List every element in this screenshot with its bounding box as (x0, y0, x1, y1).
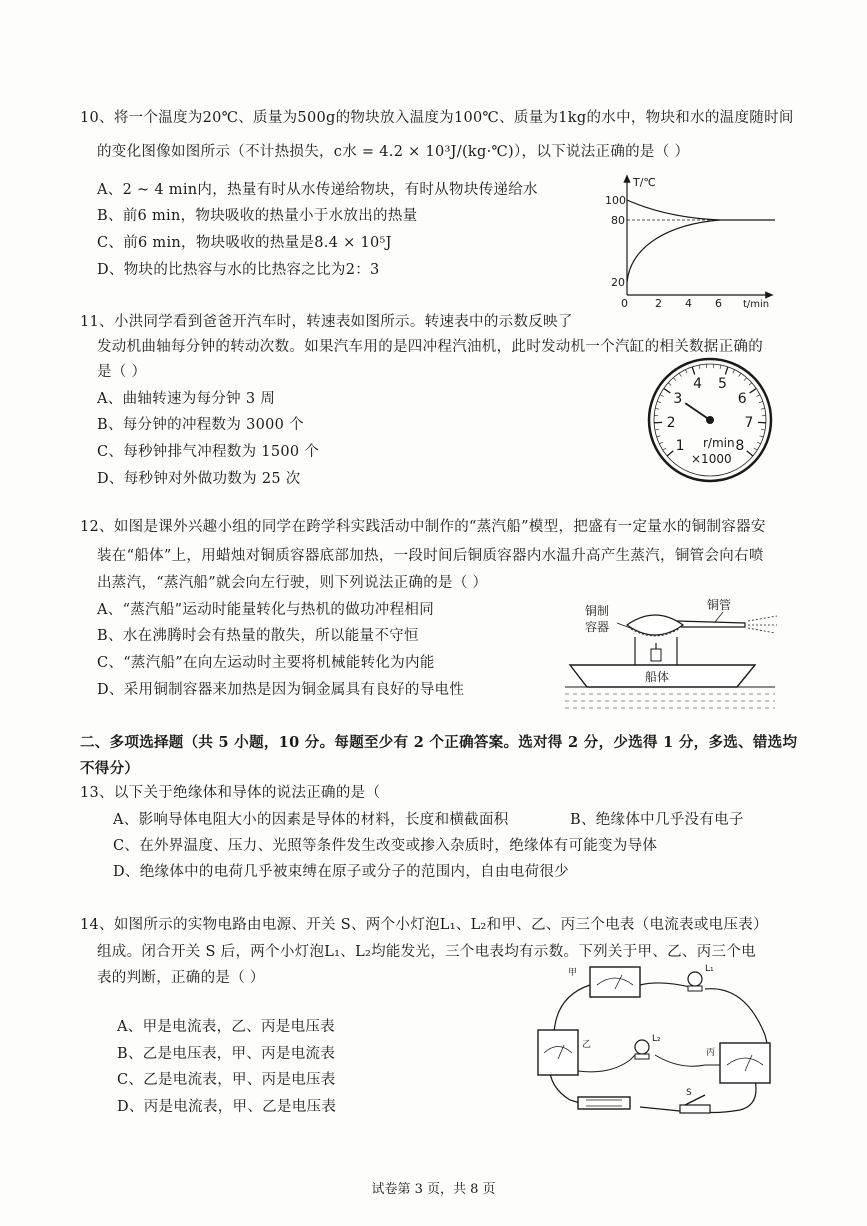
q13-option-a: A、影响导体电阻大小的因素是导体的材料，长度和横截面积 (113, 812, 509, 828)
meter-yi (538, 1030, 591, 1075)
q14-stem-line1: 14、如图所示的实物电路由电源、开关 S、两个小灯泡L₁、L₂和甲、乙、丙三个电表（电流表或电压表） (80, 917, 768, 933)
q13-option-c: C、在外界温度、压力、光照等条件发生改变或掺入杂质时，绝缘体有可能变为导体 (113, 838, 658, 854)
gauge-unit-rpm: r/min (703, 436, 735, 450)
switch-s-label: S (686, 1088, 692, 1098)
meter-jia-label: 甲 (568, 968, 578, 978)
q11-stem-line2: 发动机曲轴每分钟的转动次数。如果汽车用的是四冲程汽油机，此时发动机一个汽缸的相关数据正确的 (97, 339, 763, 355)
gauge-minor-tick (660, 395, 664, 397)
y-tick-20: 20 (611, 276, 625, 289)
q14-option-b: B、乙是电压表，甲、丙是电流表 (117, 1046, 336, 1062)
gauge-minor-tick (720, 365, 721, 369)
page-footer: 试卷第 3 页，共 8 页 (371, 1182, 496, 1197)
gauge-minor-tick (739, 373, 741, 376)
q11-stem-line1: 11、小洪同学看到爸爸开汽车时，转速表如图所示。转速表中的示数反映了 (80, 314, 573, 330)
q11-option-d: D、每秒钟对外做功数为 25 次 (97, 471, 301, 487)
candle (651, 649, 661, 661)
y-axis-label: T/℃ (633, 176, 656, 189)
battery (578, 1097, 630, 1109)
q12-stem-line3: 出蒸汽，“蒸汽船”就会向左行驶，则下列说法正确的是（ ） (97, 575, 488, 591)
gauge-minor-tick (759, 401, 763, 402)
gauge-minor-tick (673, 378, 676, 381)
lamp-l2-label: L₂ (652, 1034, 661, 1044)
copper-pipe (677, 621, 745, 627)
q10-stem-line1: 10、将一个温度为20℃、质量为500g的物块放入温度为100℃、质量为1kg的水中，物块和水的温度随时间 (80, 110, 794, 126)
q14-option-c: C、乙是电流表，甲、丙是电压表 (117, 1072, 336, 1088)
x-tick-4: 4 (685, 297, 692, 310)
q12-option-b: B、水在沸腾时会有热量的散失，所以能量不守恒 (97, 628, 419, 644)
q14-stem-line2: 组成。闭合开关 S 后，两个小灯泡L₁、L₂均能发光，三个电表均有示数。下列关于甲、乙、丙三个电 (97, 944, 756, 960)
gauge-minor-tick (699, 365, 700, 369)
hull-label: 船体 (645, 670, 670, 684)
block-temperature-curve (627, 220, 720, 282)
tachometer-gauge (645, 355, 775, 485)
q12-stem-line1: 12、如图是课外兴趣小组的同学在跨学科实践活动中制作的“蒸汽船”模型，把盛有一定量水的铜制容器安 (80, 519, 766, 535)
gauge-needle (685, 403, 710, 420)
q11-option-a: A、曲轴转速为每分钟 3 周 (97, 391, 276, 407)
q13-stem: 13、以下关于绝缘体和导体的说法正确的是（ (80, 785, 381, 801)
gauge-unit-multiplier: ×1000 (691, 452, 732, 466)
y-tick-80: 80 (611, 214, 625, 227)
gauge-major-tick (747, 451, 753, 456)
q12-stem-line2: 装在“船体”上，用蜡烛对铜质容器底部加热，一段时间后铜质容器内水温升高产生蒸汽，铜管会向右喷 (97, 548, 764, 564)
copper-container (627, 615, 683, 635)
q14-stem-line3: 表的判断，正确的是（ ） (97, 970, 265, 986)
gauge-minor-tick (668, 383, 671, 386)
gauge-minor-tick (657, 436, 661, 437)
q11-stem-line3: 是（ ） (97, 364, 147, 380)
q10-stem-line2: 的变化图像如图所示（不计热损失，c水 = 4.2 × 10³J/(kg·℃)），以下说法正确的是（ ） (97, 144, 690, 160)
temperature-time-graph (595, 170, 785, 310)
lamp-l1 (688, 964, 714, 991)
gauge-number-3: 3 (673, 391, 683, 408)
gauge-minor-tick (657, 401, 661, 402)
q12-option-a: A、“蒸汽船”运动时能量转化与热机的做功冲程相同 (97, 602, 434, 618)
gauge-hub (706, 416, 714, 424)
q12-option-c: C、“蒸汽船”在向左运动时主要将机械能转化为内能 (97, 655, 435, 671)
meter-bing-label: 丙 (706, 1048, 716, 1058)
y-tick-100: 100 (605, 194, 626, 207)
gauge-major-tick (750, 388, 757, 393)
gauge-minor-tick (757, 442, 761, 444)
circuit-diagram (530, 955, 800, 1125)
container-label-line1: 铜制 (585, 604, 610, 618)
q13-option-b: B、绝缘体中几乎没有电子 (570, 812, 744, 828)
gauge-minor-tick (655, 408, 659, 409)
q14-option-d: D、丙是电流表，甲、乙是电压表 (117, 1099, 337, 1115)
gauge-number-7: 7 (744, 414, 754, 431)
q10-option-a: A、2 ~ 4 min内，热量有时从水传递给物块，有时从物块传递给水 (97, 182, 538, 198)
meter-jia (568, 967, 640, 997)
gauge-minor-tick (663, 448, 666, 450)
gauge-major-tick (664, 388, 671, 393)
x-tick-6: 6 (715, 297, 722, 310)
gauge-minor-tick (685, 370, 687, 374)
pipe-label: 铜管 (707, 598, 732, 612)
gauge-number-4: 4 (693, 376, 703, 393)
meter-yi-label: 乙 (582, 1040, 592, 1050)
water-hatching (565, 694, 775, 708)
x-tick-0: 0 (621, 297, 628, 310)
x-tick-2: 2 (655, 297, 662, 310)
gauge-number-8: 8 (735, 438, 745, 455)
meter-bing (706, 1043, 770, 1083)
section-2-heading-line2: 不得分） (80, 760, 140, 777)
lamp-l2 (635, 1034, 661, 1059)
container-label-line2: 容器 (585, 620, 610, 634)
q12-option-d: D、采用铜制容器来加热是因为铜金属具有良好的导电性 (97, 682, 465, 698)
lamp-l1-label: L₁ (705, 964, 714, 974)
water-temperature-curve (627, 200, 775, 220)
q13-option-d: D、绝缘体中的电荷几乎被束缚在原子或分子的范围内，自由电荷很少 (113, 864, 569, 880)
q14-option-a: A、甲是电流表，乙、丙是电压表 (117, 1019, 335, 1035)
gauge-minor-tick (749, 383, 752, 386)
steam-jet (748, 616, 777, 633)
pipe-label-leader (715, 612, 723, 622)
q11-option-c: C、每秒钟排气冲程数为 1500 个 (97, 444, 320, 460)
gauge-minor-tick (761, 408, 765, 409)
q10-option-c: C、前6 min，物块吸收的热量是8.4 × 10⁵J (97, 235, 392, 251)
gauge-major-tick (667, 451, 673, 456)
gauge-minor-tick (733, 370, 735, 374)
gauge-number-6: 6 (737, 391, 747, 408)
section-2-heading-line1: 二、多项选择题（共 5 小题，10 分。每题至少有 2 个正确答案。选对得 2 分，少选得 1 分，多选、错选均 (80, 734, 798, 751)
gauge-minor-tick (760, 436, 764, 437)
switch-s (680, 1088, 710, 1113)
gauge-minor-tick (659, 442, 663, 444)
q11-option-b: B、每分钟的冲程数为 3000 个 (97, 417, 304, 433)
gauge-major-tick (692, 367, 695, 375)
gauge-number-5: 5 (717, 376, 727, 393)
gauge-minor-tick (679, 373, 681, 376)
gauge-number-2: 2 (666, 414, 676, 431)
steam-boat-diagram (565, 595, 780, 715)
gauge-minor-tick (754, 448, 757, 450)
gauge-minor-tick (756, 395, 760, 397)
gauge-number-1: 1 (675, 438, 685, 455)
gauge-minor-tick (761, 429, 765, 430)
gauge-major-tick (725, 367, 728, 375)
x-axis-label: t/min (743, 299, 770, 310)
q10-option-b: B、前6 min，物块吸收的热量小于水放出的热量 (97, 208, 418, 224)
q10-option-d: D、物块的比热容与水的比热容之比为2：3 (97, 262, 380, 278)
gauge-minor-tick (655, 429, 659, 430)
gauge-minor-tick (744, 378, 747, 381)
